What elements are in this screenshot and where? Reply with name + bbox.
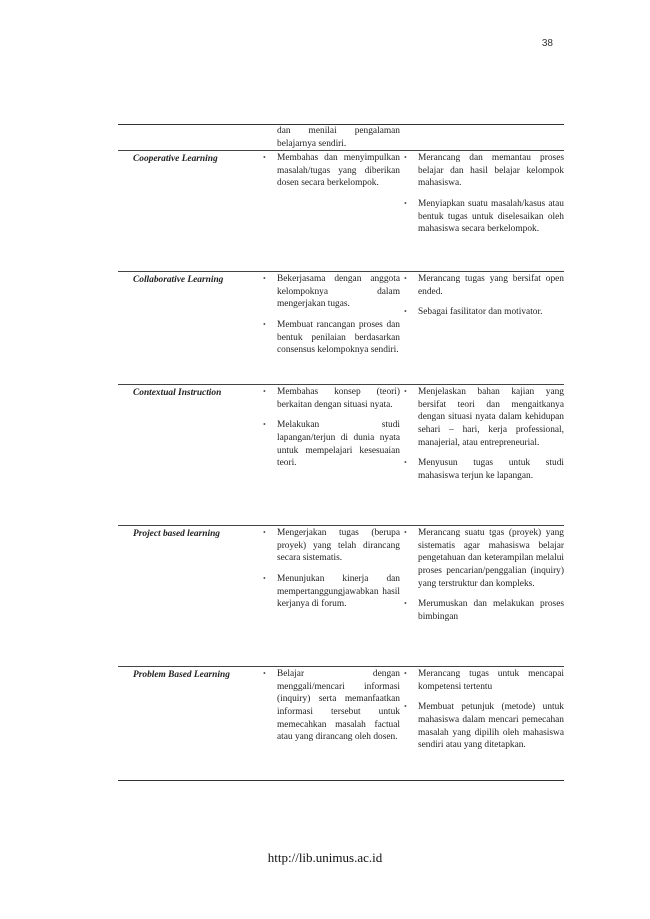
bullet-icon: • [404, 387, 407, 397]
table-body [118, 150, 564, 781]
method-name: Project based learning [133, 529, 220, 540]
bullet-icon: • [404, 458, 407, 468]
lecturer-activity-cell [400, 667, 564, 780]
lecturer-activity-cell [400, 272, 564, 384]
method-name: Problem Based Learning [133, 670, 230, 681]
table-row [118, 150, 564, 271]
student-activity-text: Bekerjasama dengan anggota kelompoknya dalam mengerjakan tugas. [277, 274, 400, 310]
table-row [118, 384, 564, 525]
footer-url: http://lib.unimus.ac.id [267, 850, 383, 865]
bullet-icon: • [404, 274, 407, 284]
lecturer-activity-cell [400, 526, 564, 666]
lecturer-activity-text: Menyiapkan suatu masalah/kasus atau bentuk tugas untuk diselesaikan oleh mahasiswa secara berkelompok. [418, 198, 564, 235]
student-activity-text: Menunjukan kinerja dan mempertanggungjawabkan hasil kerjanya di forum. [277, 573, 400, 610]
bullet-icon: • [404, 153, 407, 163]
list-item [263, 419, 400, 469]
learning-methods-table [118, 124, 564, 781]
list-item [263, 319, 400, 357]
student-activity-cell [263, 151, 400, 271]
lecturer-activity-text: Merancang dan memantau proses belajar dan hasil belajar kelompok mahasiswa. [418, 153, 564, 189]
list-item [404, 273, 564, 298]
list-item [404, 198, 564, 236]
list-item [404, 386, 564, 449]
student-activity-cell [263, 272, 400, 384]
method-name: Collaborative Learning [133, 275, 224, 286]
bullet-icon: • [404, 702, 407, 712]
method-name: Cooperative Learning [133, 154, 218, 165]
bullet-icon: • [263, 528, 266, 538]
bullet-icon: • [404, 307, 407, 317]
continuation-cell [263, 125, 400, 150]
list-item [404, 152, 564, 190]
bullet-icon: • [263, 420, 266, 430]
student-activity-text: Belajar dengan menggali/mencari informasi (inquiry) serta memanfaatkan informasi tersebut untuk memecahkan masalah factual atau yang dirancang oleh dosen. [277, 669, 400, 743]
list-item [263, 573, 400, 611]
list-item [263, 273, 400, 311]
bullet-icon: • [263, 387, 266, 397]
list-item [404, 457, 564, 482]
list-item [404, 306, 564, 319]
lecturer-activity-text: Merancang tugas yang bersifat open ended. [418, 274, 564, 297]
bullet-icon: • [263, 153, 266, 163]
table-row [118, 666, 564, 781]
list-item [404, 701, 564, 751]
list-item [263, 527, 400, 565]
lecturer-activity-text: Menjelaskan bahan kajian yang bersifat teori dan mengaitkanya dengan situasi nyata dalam kehidupan sehari – hari, kerja professional, manajerial, atau entrepreneurial. [418, 387, 564, 448]
continuation-empty-cell-right [400, 125, 564, 150]
page-number: 38 [541, 38, 553, 49]
continuation-row [118, 125, 564, 150]
bullet-icon: • [404, 599, 407, 609]
student-activity-cell [263, 667, 400, 780]
list-item [263, 668, 400, 744]
student-activity-text: Melakukan studi lapangan/terjun di dunia nyata untuk mempelajari kesesuaian teori. [277, 420, 400, 469]
bullet-icon: • [404, 669, 407, 679]
list-item [263, 386, 400, 411]
bullet-icon: • [404, 198, 407, 208]
continuation-text: dan menilai pengalaman belajarnya sendiri. [277, 126, 400, 149]
continuation-empty-cell [118, 125, 263, 150]
method-name: Contextual Instruction [133, 388, 222, 399]
student-activity-cell [263, 385, 400, 525]
student-activity-text: Membuat rancangan proses dan bentuk penilaian berdasarkan consensus kelompoknya sendiri. [277, 319, 400, 356]
lecturer-activity-cell [400, 385, 564, 525]
lecturer-activity-text: Merancang tugas untuk mencapai kompetensi tertentu [418, 669, 564, 692]
lecturer-activity-text: Menyusun tugas untuk studi mahasiswa terjun ke lapangan. [418, 458, 564, 481]
bullet-icon: • [263, 274, 266, 284]
lecturer-activity-text: Merumuskan dan melakukan proses bimbingan [418, 599, 564, 622]
list-item [404, 527, 564, 590]
student-activity-text: Membahas konsep (teori) berkaitan dengan situasi nyata. [277, 387, 400, 410]
lecturer-activity-cell [400, 151, 564, 271]
student-activity-text: Membahas dan menyimpulkan masalah/tugas yang diberikan dosen secara berkelompok. [277, 153, 400, 189]
bullet-icon: • [263, 573, 266, 583]
student-activity-cell [263, 526, 400, 666]
bullet-icon: • [263, 319, 266, 329]
list-item [404, 598, 564, 623]
lecturer-activity-text: Membuat petunjuk (metode) untuk mahasiswa dalam mencari pemecahan masalah yang dipilih oleh mahasiswa sendiri atau yang ditetapkan. [418, 702, 564, 751]
bullet-icon: • [404, 528, 407, 538]
table-row [118, 525, 564, 666]
student-activity-text: Mengerjakan tugas (berupa proyek) yang telah dirancang secara sistematis. [277, 528, 400, 564]
list-item [404, 668, 564, 693]
list-item [263, 152, 400, 190]
lecturer-activity-text: Sebagai fasilitator dan motivator. [418, 307, 543, 318]
table-row [118, 271, 564, 384]
bullet-icon: • [263, 669, 266, 679]
lecturer-activity-text: Merancang suatu tgas (proyek) yang sistematis agar mahasiswa belajar pengetahuan dan keterampilan melalui proses pencarian/penggalian (inquiry) yang terstruktur dan kompleks. [418, 528, 564, 589]
